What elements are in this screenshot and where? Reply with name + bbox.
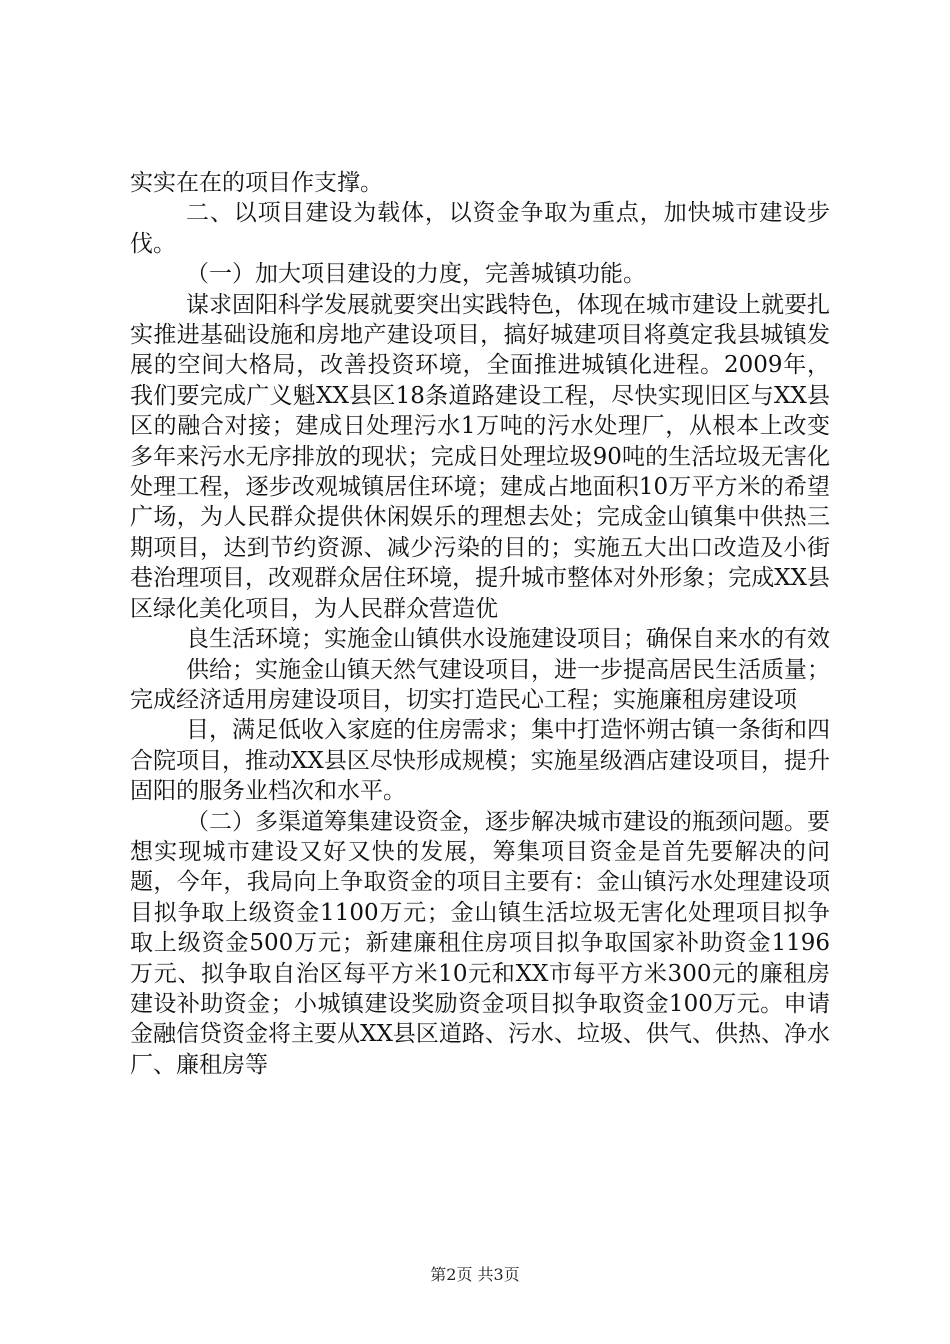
paragraph-housing: 目，满足低收入家庭的住房需求；集中打造怀朔古镇一条街和四合院项目，推动XX县区尽快形成规模；实施星级酒店建设项目，提升固阳的服务业档次和水平。 (130, 717, 830, 805)
section-heading-two: 二、以项目建设为载体，以资金争取为重点，加快城市建设步伐。 (130, 200, 830, 257)
subsection-heading-two-funding: （二）多渠道筹集建设资金，逐步解决城市建设的瓶颈问题。要想实现城市建设又好又快的发展，筹集项目资金是首先要解决的问题，今年，我局向上争取资金的项目主要有：金山镇污水处理建设项目拟争取上级资金1100万元；金山镇生活垃圾无害化处理项目拟争取上级资金500万元；新建廉租住房项目拟争取国家补助资金1196万元、拟争取自治区每平方米10元和XX市每平方米300元的廉租房建设补助资金；小城镇建设奖励资金项目拟争取资金100万元。申请金融信贷资金将主要从XX县区道路、污水、垃圾、供气、供热、净水厂、廉租房等 (130, 808, 830, 1078)
paragraph-continuation: 实实在在的项目作支撑。 (130, 170, 383, 196)
paragraph-natural-gas: 供给；实施金山镇天然气建设项目，进一步提高居民生活质量；完成经济适用房建设项目，切实打造民心工程；实施廉租房建设项 (130, 656, 830, 713)
paragraph-projects: 谋求固阳科学发展就要突出实践特色，体现在城市建设上就要扎实推进基础设施和房地产建设项目，搞好城建项目将奠定我县城镇发展的空间大格局，改善投资环境，全面推进城镇化进程。2009年，我们要完成广义魁XX县区18条道路建设工程，尽快实现旧区与XX县区的融合对接；建成日处理污水1万吨的污水处理厂，从根本上改变多年来污水无序排放的现状；完成日处理垃圾90吨的生活垃圾无害化处理工程，逐步改观城镇居住环境；建成占地面积10万平方米的希望广场，为人民群众提供休闲娱乐的理想去处；完成金山镇集中供热三期项目，达到节约资源、减少污染的目的；实施五大出口改造及小街巷治理项目，改观群众居住环境，提升城市整体对外形象；完成XX县区绿化美化项目，为人民群众营造优 (130, 291, 830, 622)
subsection-heading-one: （一）加大项目建设的力度，完善城镇功能。 (186, 261, 646, 288)
page-footer: 第2页 共3页 (430, 1265, 520, 1284)
paragraph-water-supply: 良生活环境；实施金山镇供水设施建设项目；确保自来水的有效 (186, 626, 830, 653)
document-body (130, 168, 830, 1080)
